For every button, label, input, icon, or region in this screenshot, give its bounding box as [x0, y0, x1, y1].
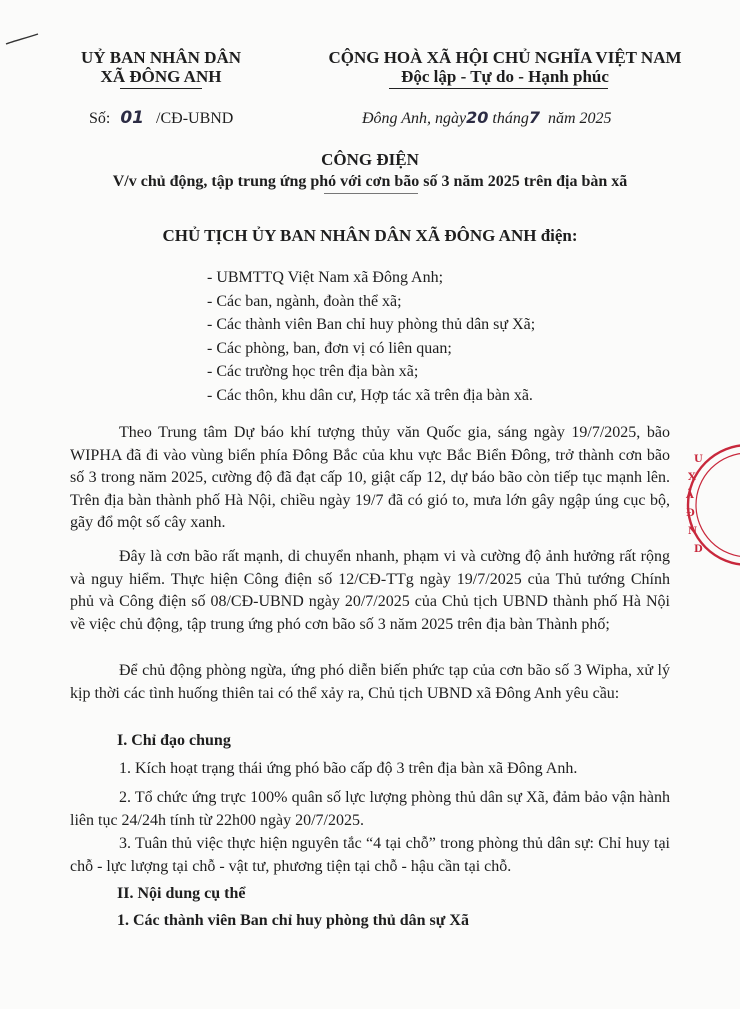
section-1-item-3: 3. Tuân thủ việc thực hiện nguyên tắc “4 tại chỗ” trong phòng thủ dân sự: Chỉ huy tại chỗ - lực lượng tại chỗ - vật tư, phương tiện tại chỗ - hậu cần tại chỗ. [70, 835, 670, 875]
number-prefix: Số: [89, 110, 111, 127]
national-title: CỘNG HOÀ XÃ HỘI CHỦ NGHĨA VIỆT NAM [328, 48, 682, 67]
pen-mark [4, 30, 40, 50]
svg-text:Ã: Ã [686, 490, 694, 501]
recipient-item: - Các thành viên Ban chỉ huy phòng thủ dân sự Xã; [207, 316, 536, 333]
national-motto: Độc lập - Tự do - Hạnh phúc [401, 67, 609, 86]
agency-name-line1: UỶ BAN NHÂN DÂN [80, 48, 242, 67]
svg-text:U: U [694, 454, 703, 465]
date-year: năm 2025 [548, 110, 612, 127]
recipient-list [207, 266, 535, 407]
document-title: CÔNG ĐIỆN [321, 150, 419, 169]
recipient-item: - UBMTTQ Việt Nam xã Đông Anh; [207, 269, 444, 286]
recipient-item: - Các ban, ngành, đoàn thể xã; [207, 292, 402, 310]
sender-line: CHỦ TỊCH ỦY BAN NHÂN DÂN XÃ ĐÔNG ANH điện: [162, 226, 578, 245]
paragraph-forecast: Theo Trung tâm Dự báo khí tượng thủy văn Quốc gia, sáng ngày 19/7/2025, bão WIPHA đã đi vào vùng biển phía Đông Bắc của khu vực Bắc Biển Đông, trở thành cơn bão số 3 trong năm 2025, cường độ đã đạt cấp 10, giật cấp 12, dự báo bão còn tiếp tục mạnh lên. Trên địa bàn thành phố Hà Nội, chiều ngày 19/7 đã có gió to, mưa lớn gây ngập úng cục bộ, gãy đổ một số cây xanh. [70, 424, 670, 531]
section-1-item-1: 1. Kích hoạt trạng thái ứng phó bão cấp độ 3 trên địa bàn xã Đông Anh. [119, 760, 578, 777]
paragraph-directives: Đây là cơn bão rất mạnh, di chuyển nhanh, phạm vi và cường độ ảnh hưởng rất rộng và nguy hiểm. Thực hiện Công điện số 12/CĐ-TTg ngày 19/7/2025 của Thủ tướng Chính phủ và Công điện số 08/CĐ-UBND ngày 20/7/2025 của Chủ tịch UBND thành phố Hà Nội về việc chủ động, tập trung ứng phó cơn bão số 3 năm 2025 trên địa bàn Thành phố; [70, 548, 670, 633]
agency-underline [120, 88, 202, 89]
recipient-item: - Các trường học trên địa bàn xã; [207, 363, 419, 380]
subject-underline [324, 193, 418, 194]
section-2-heading: II. Nội dung cụ thể [117, 885, 246, 902]
date-day: 20 [466, 108, 489, 127]
section-2-subheading: 1. Các thành viên Ban chỉ huy phòng thủ dân sự Xã [117, 912, 469, 929]
svg-text:Đ: Đ [686, 508, 695, 519]
svg-text:N: N [688, 526, 698, 537]
handwritten-number: 01 [120, 108, 145, 128]
number-suffix: /CĐ-UBND [156, 110, 234, 127]
date-month: 7 [528, 108, 540, 127]
recipient-item: - Các thôn, khu dân cư, Hợp tác xã trên địa bàn xã. [207, 386, 533, 404]
motto-underline [389, 88, 608, 89]
document-date [362, 108, 612, 128]
section-1-heading: I. Chỉ đạo chung [117, 732, 231, 749]
date-month-label: tháng [492, 110, 529, 127]
official-seal [676, 440, 740, 570]
recipient-item: - Các phòng, ban, đơn vị có liên quan; [207, 339, 452, 357]
document-subject: V/v chủ động, tập trung ứng phó với cơn bão số 3 năm 2025 trên địa bàn xã [112, 173, 628, 190]
section-1-item-2: 2. Tổ chức ứng trực 100% quân số lực lượng phòng thủ dân sự Xã, đảm bảo vận hành liên tục 24/24h tính từ 22h00 ngày 20/7/2025. [70, 789, 670, 829]
date-place: Đông Anh, ngày [362, 110, 467, 127]
svg-text:X: X [688, 472, 696, 483]
svg-text:D: D [694, 544, 703, 555]
agency-name-line2: XÃ ĐÔNG ANH [100, 67, 222, 86]
document-number [89, 108, 233, 128]
paragraph-request: Để chủ động phòng ngừa, ứng phó diễn biến phức tạp của cơn bão số 3 Wipha, xử lý kịp thời các tình huống thiên tai có thể xảy ra, Chủ tịch UBND xã Đông Anh yêu cầu: [70, 662, 670, 702]
